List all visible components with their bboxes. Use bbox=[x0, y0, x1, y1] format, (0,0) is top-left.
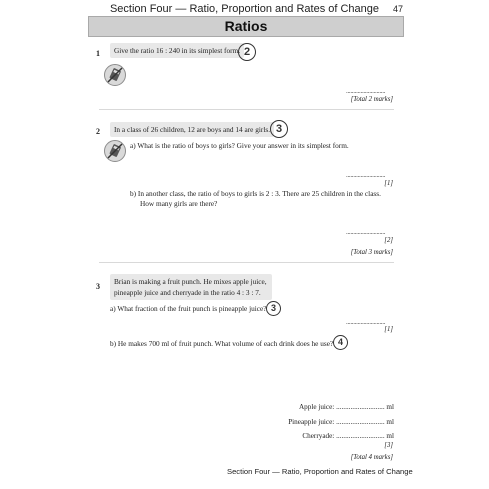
answer-unit: ml bbox=[386, 432, 394, 440]
answer-dots: ........................... bbox=[336, 403, 385, 411]
no-calculator-icon bbox=[104, 64, 126, 86]
answer-unit: ml bbox=[386, 403, 394, 411]
question-3-text-line1: Brian is making a fruit punch. He mixes apple juice, bbox=[114, 277, 267, 286]
part-marks: [3] bbox=[384, 442, 393, 449]
question-2-number: 2 bbox=[96, 127, 100, 136]
question-3-text-box bbox=[110, 274, 272, 300]
answer-label: Cherryade: bbox=[302, 432, 335, 440]
question-3b-text: b) He makes 700 ml of fruit punch. What volume of each drink does he use? bbox=[110, 339, 334, 348]
difficulty-3-icon: 3 bbox=[266, 301, 281, 316]
part-marks: [1] bbox=[384, 326, 393, 333]
no-calculator-icon bbox=[104, 140, 126, 162]
divider bbox=[99, 109, 394, 110]
difficulty-3-icon: 3 bbox=[270, 120, 288, 138]
question-3a-text: a) What fraction of the fruit punch is pineapple juice? bbox=[110, 304, 267, 313]
part-marks: [1] bbox=[384, 180, 393, 187]
question-2-text: In a class of 26 children, 12 are boys and 14 are girls. bbox=[114, 125, 271, 134]
page-title: Ratios bbox=[224, 18, 268, 34]
cherryade-answer[interactable] bbox=[244, 432, 394, 440]
question-2a-text: a) What is the ratio of boys to girls? Give your answer in its simplest form. bbox=[130, 141, 349, 150]
difficulty-2-icon: 2 bbox=[238, 43, 256, 61]
question-2-text-box bbox=[110, 122, 274, 137]
question-3-text-line2: pineapple juice and cherryade in the ratio 4 : 3 : 7. bbox=[114, 288, 261, 297]
question-2b-text-line1: b) In another class, the ratio of boys to girls is 2 : 3. There are 25 children in the class. bbox=[130, 189, 381, 198]
question-1-text-box bbox=[110, 43, 244, 58]
answer-unit: ml bbox=[386, 418, 394, 426]
total-marks: [Total 4 marks] bbox=[350, 454, 393, 461]
title-banner bbox=[88, 16, 404, 37]
answer-line[interactable]: ........................... bbox=[346, 87, 386, 95]
page-footer: Section Four — Ratio, Proportion and Rates of Change bbox=[227, 467, 413, 476]
question-1-number: 1 bbox=[96, 49, 100, 58]
pineapple-juice-answer[interactable] bbox=[244, 418, 394, 426]
difficulty-4-icon: 4 bbox=[333, 335, 348, 350]
answer-dots: ........................... bbox=[336, 432, 385, 440]
total-marks: [Total 3 marks] bbox=[350, 249, 393, 256]
total-marks: [Total 2 marks] bbox=[350, 96, 393, 103]
question-3-number: 3 bbox=[96, 282, 100, 291]
answer-label: Apple juice: bbox=[298, 403, 335, 411]
answer-line[interactable]: ........................... bbox=[346, 228, 386, 236]
question-2b-text-line2: How many girls are there? bbox=[140, 199, 218, 208]
divider bbox=[99, 262, 394, 263]
part-marks: [2] bbox=[384, 237, 393, 244]
section-header: Section Four — Ratio, Proportion and Rates of Change bbox=[109, 3, 380, 15]
question-1-text: Give the ratio 16 : 240 in its simplest form. bbox=[114, 46, 241, 55]
answer-line[interactable]: ........................... bbox=[346, 171, 386, 179]
apple-juice-answer[interactable] bbox=[244, 403, 394, 411]
answer-line[interactable]: ........................... bbox=[346, 318, 386, 326]
page-number: 47 bbox=[393, 4, 404, 14]
answer-label: Pineapple juice: bbox=[288, 418, 335, 426]
answer-dots: ........................... bbox=[336, 418, 385, 426]
